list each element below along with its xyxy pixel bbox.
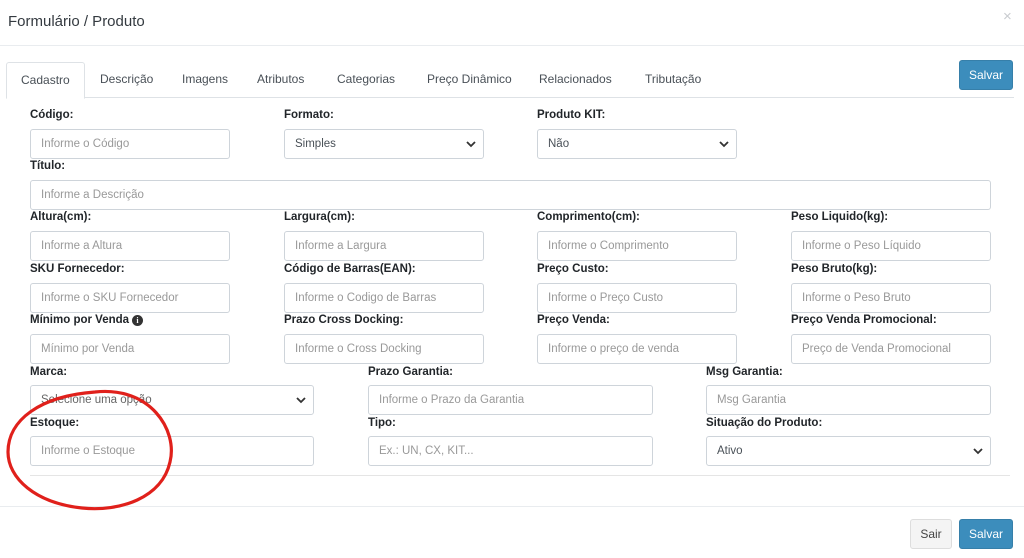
tab-relacionados[interactable]: Relacionados bbox=[539, 72, 612, 86]
tab-atributos[interactable]: Atributos bbox=[257, 72, 305, 86]
preco-promocional-label: Preço Venda Promocional: bbox=[791, 314, 937, 326]
estoque-input[interactable] bbox=[30, 436, 314, 466]
produto-kit-value: Não bbox=[548, 138, 570, 150]
peso-bruto-input[interactable] bbox=[791, 283, 991, 313]
save-button-top[interactable]: Salvar bbox=[959, 60, 1013, 90]
tab-bar bbox=[6, 62, 1014, 98]
marca-value: Selecione uma opção bbox=[41, 394, 152, 406]
tab-descricao[interactable]: Descrição bbox=[100, 72, 154, 86]
sku-fornecedor-input[interactable] bbox=[30, 283, 230, 313]
exit-button[interactable]: Sair bbox=[910, 519, 952, 549]
form-divider bbox=[30, 475, 1010, 476]
minimo-venda-label bbox=[30, 314, 143, 326]
largura-label: Largura(cm): bbox=[284, 211, 355, 223]
comprimento-label: Comprimento(cm): bbox=[537, 211, 640, 223]
chevron-down-icon bbox=[466, 139, 476, 149]
situacao-value: Ativo bbox=[717, 445, 743, 457]
sku-fornecedor-label: SKU Fornecedor: bbox=[30, 263, 125, 275]
formato-select[interactable] bbox=[284, 129, 484, 159]
minimo-venda-input[interactable] bbox=[30, 334, 230, 364]
tab-cadastro[interactable]: Cadastro bbox=[6, 62, 85, 99]
titulo-input[interactable] bbox=[30, 180, 991, 210]
produto-kit-select[interactable] bbox=[537, 129, 737, 159]
estoque-label: Estoque: bbox=[30, 417, 80, 429]
prazo-cross-input[interactable] bbox=[284, 334, 484, 364]
modal-title: Formulário / Produto bbox=[8, 13, 145, 30]
titulo-label: Título: bbox=[30, 160, 66, 172]
preco-venda-label: Preço Venda: bbox=[537, 314, 610, 326]
prazo-cross-label: Prazo Cross Docking: bbox=[284, 314, 404, 326]
chevron-down-icon bbox=[719, 139, 729, 149]
minimo-venda-label-text: Mínimo por Venda bbox=[30, 314, 130, 326]
tab-tributacao[interactable]: Tributação bbox=[645, 72, 702, 86]
codigo-barras-input[interactable] bbox=[284, 283, 484, 313]
info-circle-icon[interactable]: i bbox=[132, 315, 143, 326]
preco-promocional-input[interactable] bbox=[791, 334, 991, 364]
chevron-down-icon bbox=[296, 395, 306, 405]
preco-custo-label: Preço Custo: bbox=[537, 263, 609, 275]
prazo-garantia-label: Prazo Garantia: bbox=[368, 366, 453, 378]
formato-value: Simples bbox=[295, 138, 336, 150]
modal-header bbox=[0, 0, 1024, 46]
formato-label: Formato: bbox=[284, 109, 334, 121]
peso-liquido-label: Peso Liquido(kg): bbox=[791, 211, 889, 223]
marca-select[interactable] bbox=[30, 385, 314, 415]
tipo-input[interactable] bbox=[368, 436, 653, 466]
altura-label: Altura(cm): bbox=[30, 211, 92, 223]
chevron-down-icon bbox=[973, 446, 983, 456]
msg-garantia-input[interactable] bbox=[706, 385, 991, 415]
produto-kit-label: Produto KIT: bbox=[537, 109, 606, 121]
msg-garantia-label: Msg Garantia: bbox=[706, 366, 783, 378]
marca-label: Marca: bbox=[30, 366, 68, 378]
preco-custo-input[interactable] bbox=[537, 283, 737, 313]
largura-input[interactable] bbox=[284, 231, 484, 261]
peso-bruto-label: Peso Bruto(kg): bbox=[791, 263, 878, 275]
prazo-garantia-input[interactable] bbox=[368, 385, 653, 415]
peso-liquido-input[interactable] bbox=[791, 231, 991, 261]
codigo-barras-label: Código de Barras(EAN): bbox=[284, 263, 416, 275]
modal-footer-divider bbox=[0, 506, 1024, 507]
situacao-select[interactable] bbox=[706, 436, 991, 466]
tipo-label: Tipo: bbox=[368, 417, 396, 429]
comprimento-input[interactable] bbox=[537, 231, 737, 261]
tab-imagens[interactable]: Imagens bbox=[182, 72, 229, 86]
preco-venda-input[interactable] bbox=[537, 334, 737, 364]
save-button-bottom[interactable]: Salvar bbox=[959, 519, 1013, 549]
situacao-label: Situação do Produto: bbox=[706, 417, 823, 429]
codigo-label: Código: bbox=[30, 109, 74, 121]
close-icon[interactable]: × bbox=[1003, 8, 1012, 25]
codigo-input[interactable] bbox=[30, 129, 230, 159]
altura-input[interactable] bbox=[30, 231, 230, 261]
tab-categorias[interactable]: Categorias bbox=[337, 72, 396, 86]
tab-preco-dinamico[interactable]: Preço Dinâmico bbox=[427, 72, 512, 86]
